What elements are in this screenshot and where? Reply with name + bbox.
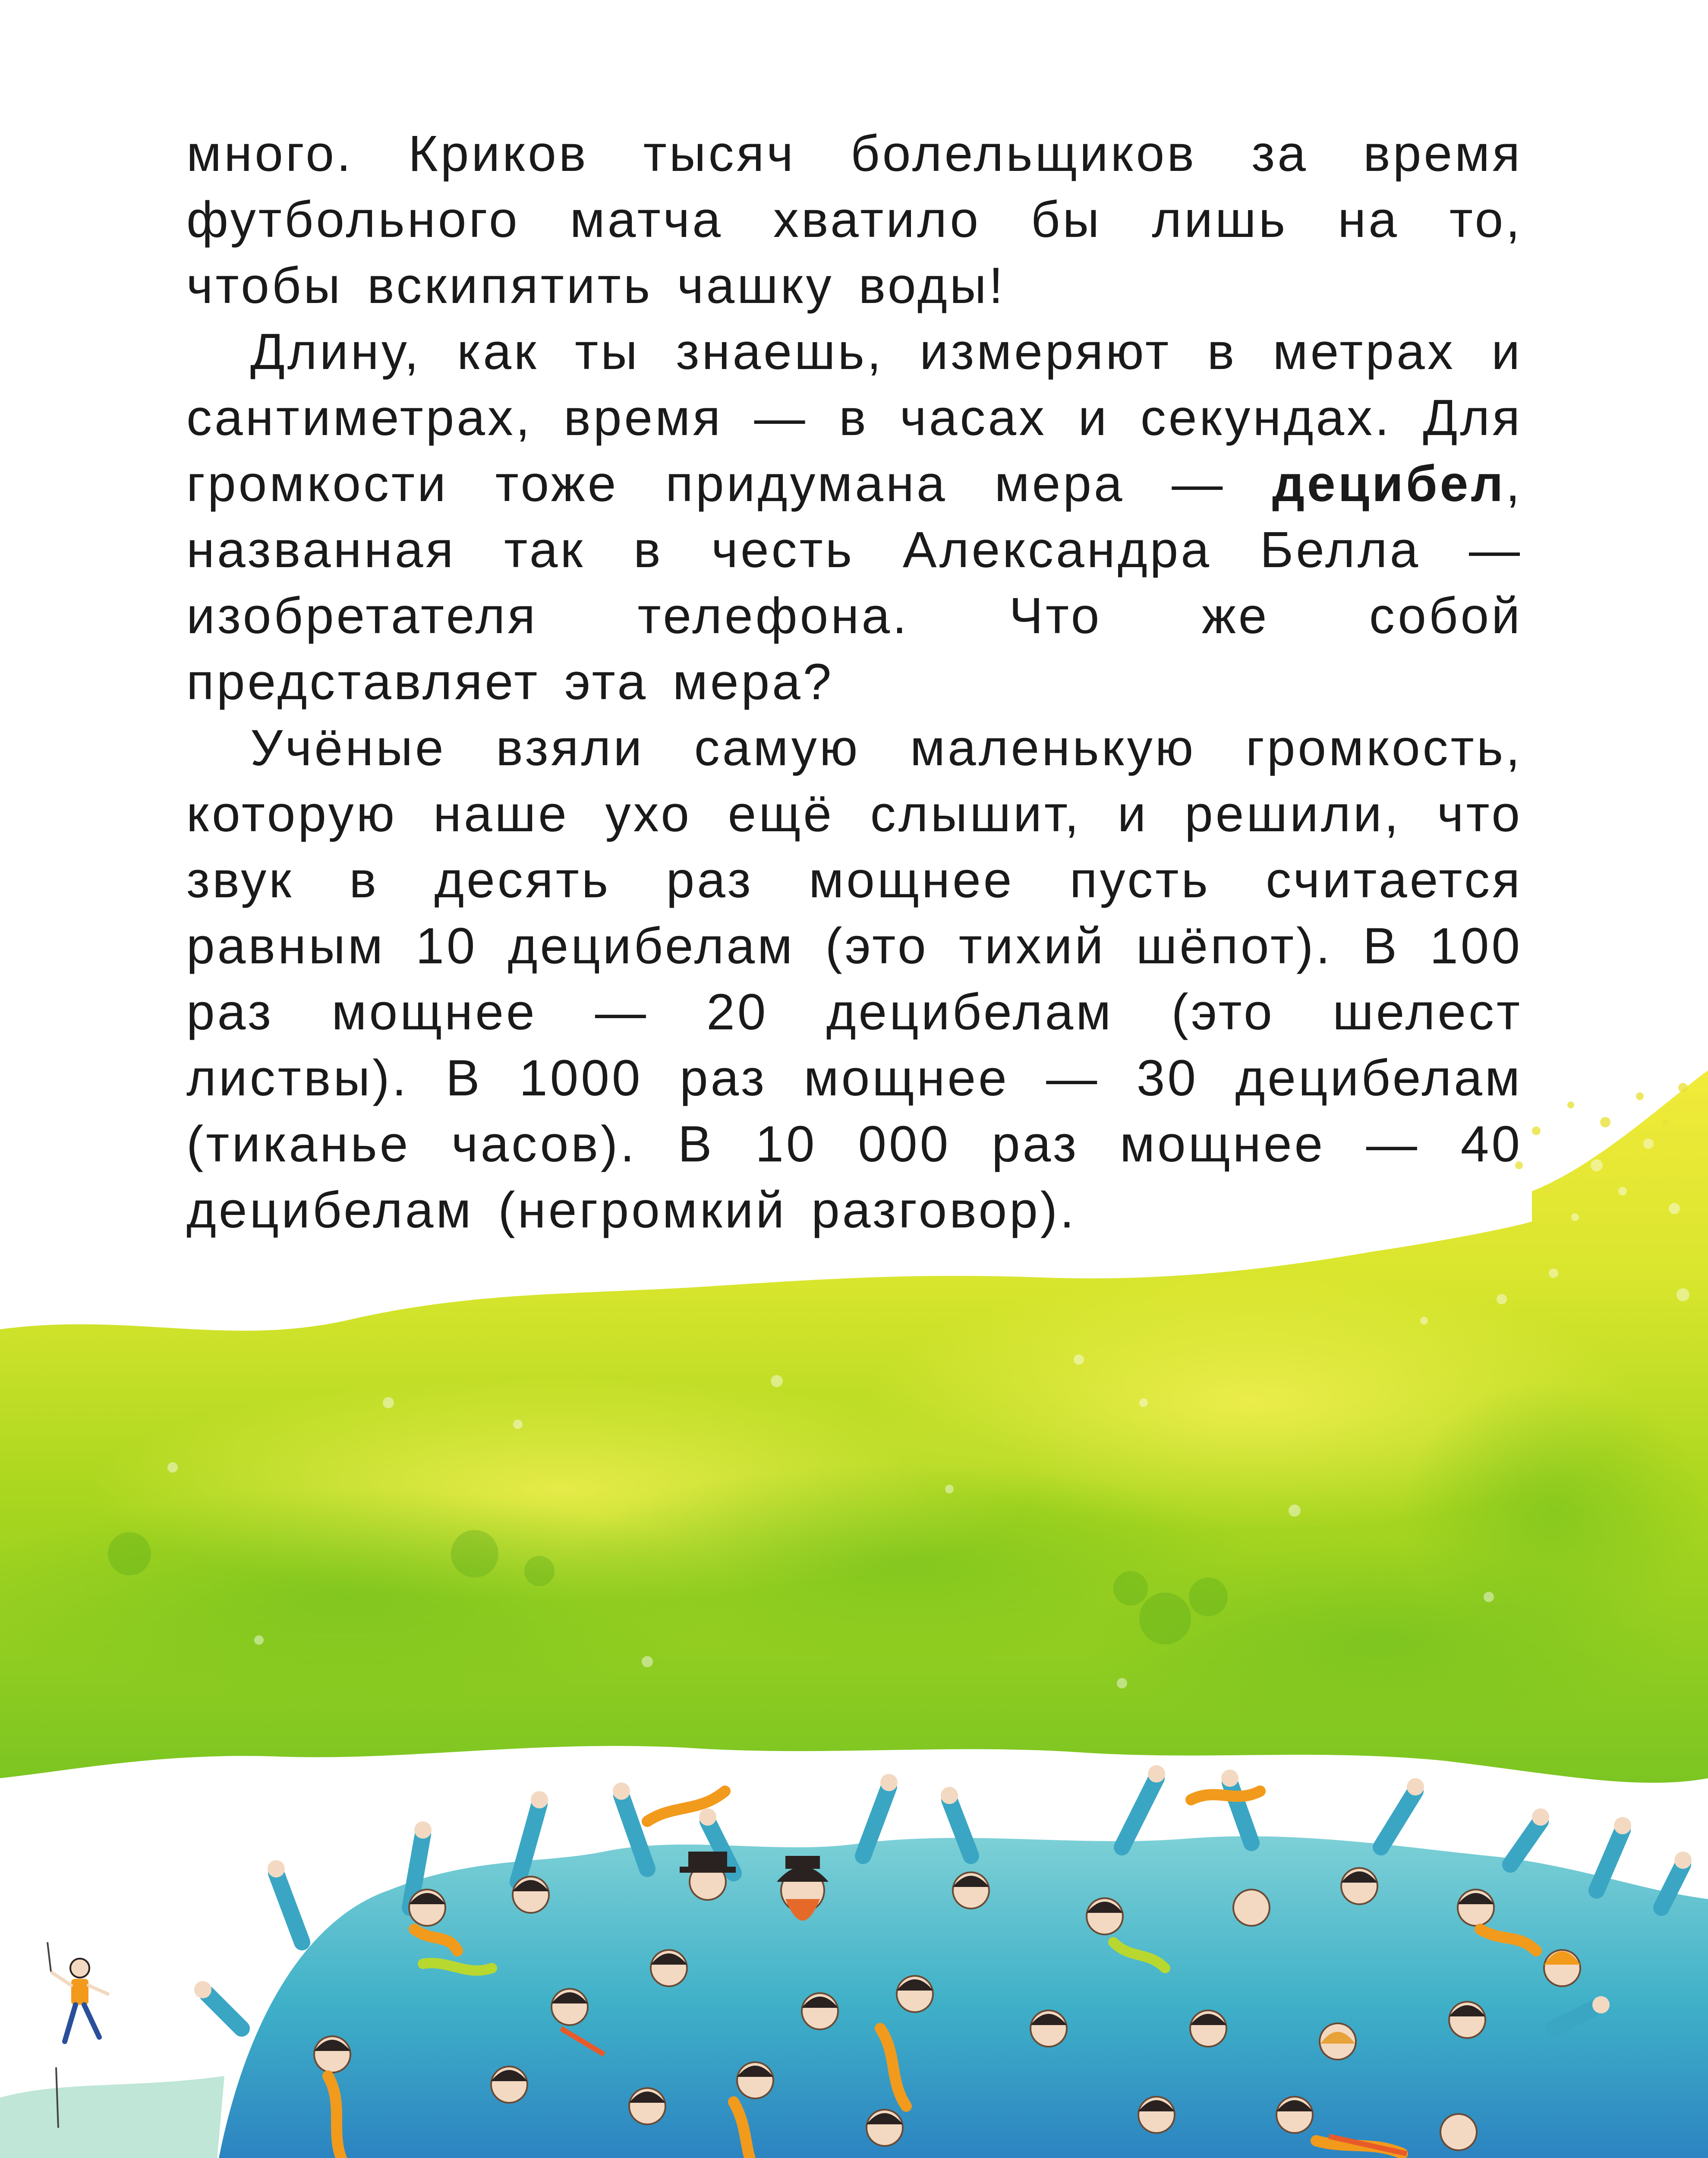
paragraph-2-after: , названная так в честь Александра Белла — изобретателя телефона. Что же собой представляет эта мера? xyxy=(186,455,1522,710)
main-text xyxy=(186,121,1522,1243)
crowd xyxy=(0,1765,1708,2158)
paragraph-2-before: Длину, как ты знаешь, измеряют в метрах и сантиметрах, время — в часах и секундах. Для громкости тоже придумана мера — xyxy=(186,323,1522,512)
paragraph-2 xyxy=(186,319,1522,715)
paragraph-3: Учёные взяли самую маленькую громкость, которую наше ухо ещё слышит, и решили, что звук в десять раз мощнее пусть считается равным 10 децибелам (это тихий шёпот). В 100 раз мощнее — 20 децибелам (это шелест листвы). В 1000 раз мощнее — 30 децибелам (тиканье часов). В 10 000 раз мощнее — 40 децибелам (негромкий разговор). xyxy=(186,719,1522,1239)
term-decibel: децибел xyxy=(1272,455,1506,512)
paragraph-1: много. Криков тысяч болельщиков за время футбольного матча хватило бы лишь на то, чтобы вскипятить чашку воды! xyxy=(186,125,1522,314)
